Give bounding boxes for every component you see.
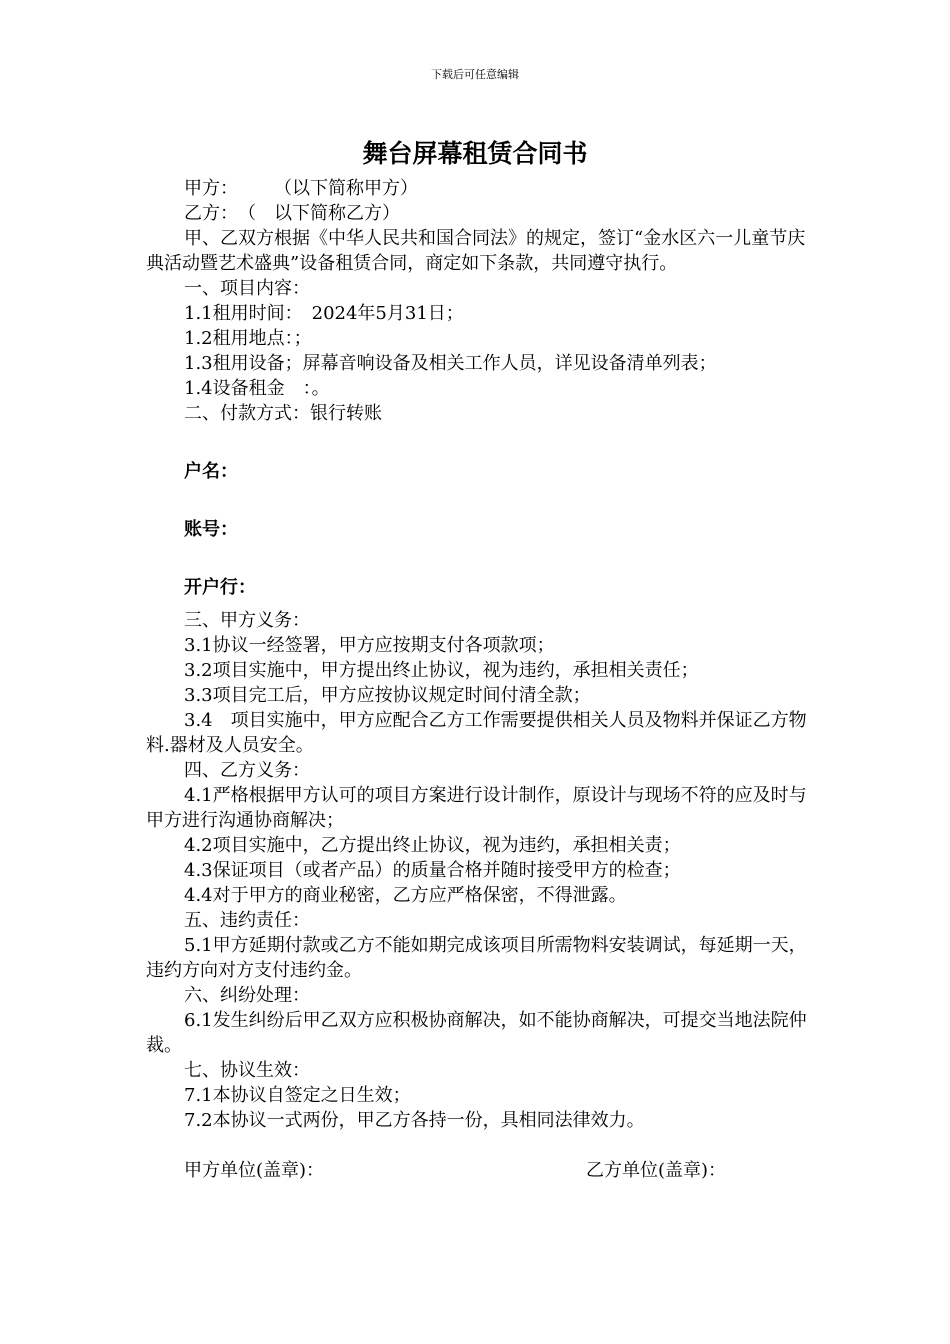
- section-1-item: 1.4设备租金 ：。: [184, 378, 330, 399]
- party-b-seal-label: 乙方单位(盖章)：: [585, 1160, 726, 1181]
- section-4-item: 4.3保证项目（或者产品）的质量合格并随时接受甲方的检查；: [184, 860, 681, 881]
- section-3-item: 3.4 项目实施中，甲方应配合乙方工作需要提供相关人员及物料并保证乙方物料.器材及人员安全。: [146, 710, 807, 756]
- intro-paragraph: 甲、乙双方根据《中华人民共和国合同法》的规定，签订“金水区六一儿童节庆典活动暨艺术盛典”设备租赁合同，商定如下条款，共同遵守执行。: [146, 228, 806, 274]
- document-title: 舞台屏幕租赁合同书: [362, 139, 588, 168]
- section-1-item: 1.2租用地点：；: [184, 328, 312, 349]
- section-1-heading: 一、项目内容：: [184, 278, 310, 299]
- section-3-item: 3.3项目完工后，甲方应按协议规定时间付清全款；: [184, 685, 591, 706]
- section-7-item: 7.2本协议一式两份，甲乙方各持一份，具相同法律效力。: [184, 1110, 645, 1131]
- section-5-heading: 五、违约责任：: [184, 910, 310, 931]
- bank-label: 开户行：: [184, 577, 256, 598]
- section-6-heading: 六、纠纷处理：: [184, 985, 310, 1006]
- section-1-item: 1.1租用时间： 2024年5月31日；: [184, 303, 464, 324]
- section-2-heading: 二、付款方式：银行转账: [184, 403, 382, 424]
- section-6-item: 6.1发生纠纷后甲乙双方应积极协商解决，如不能协商解决，可提交当地法院仲裁。: [146, 1010, 807, 1056]
- section-4-heading: 四、乙方义务：: [184, 760, 310, 781]
- section-4-item: 4.2项目实施中，乙方提出终止协议，视为违约，承担相关责；: [184, 835, 681, 856]
- section-4-item: 4.1严格根据甲方认可的项目方案进行设计制作，原设计与现场不符的应及时与甲方进行沟通协商解决；: [146, 785, 807, 831]
- account-name-label: 户名：: [184, 461, 238, 482]
- account-number-label: 账号：: [184, 519, 238, 540]
- signature-row: [146, 1158, 818, 1183]
- contract-body: [146, 176, 818, 1183]
- section-4-item: 4.4对于甲方的商业秘密，乙方应严格保密，不得泄露。: [184, 885, 627, 906]
- section-7-heading: 七、协议生效：: [184, 1060, 310, 1081]
- section-5-item: 5.1甲方延期付款或乙方不能如期完成该项目所需物料安装调试，每延期一天，违约方向对方支付违约金。: [146, 935, 807, 981]
- page-header: 下载后可任意编辑: [431, 68, 519, 81]
- section-7-item: 7.1本协议自签定之日生效；: [184, 1085, 411, 1106]
- section-3-item: 3.1协议一经签署，甲方应按期支付各项款项；: [184, 635, 555, 656]
- party-a-line: 甲方： （以下简称甲方）: [184, 178, 418, 199]
- section-3-heading: 三、甲方义务：: [184, 610, 310, 631]
- party-a-seal-label: 甲方单位(盖章)：: [184, 1160, 325, 1181]
- party-b-line: 乙方： （ 以下简称乙方）: [184, 203, 400, 224]
- section-3-item: 3.2项目实施中，甲方提出终止协议，视为违约，承担相关责任；: [184, 660, 699, 681]
- section-1-item: 1.3租用设备；屏幕音响设备及相关工作人员，详见设备清单列表；: [184, 353, 717, 374]
